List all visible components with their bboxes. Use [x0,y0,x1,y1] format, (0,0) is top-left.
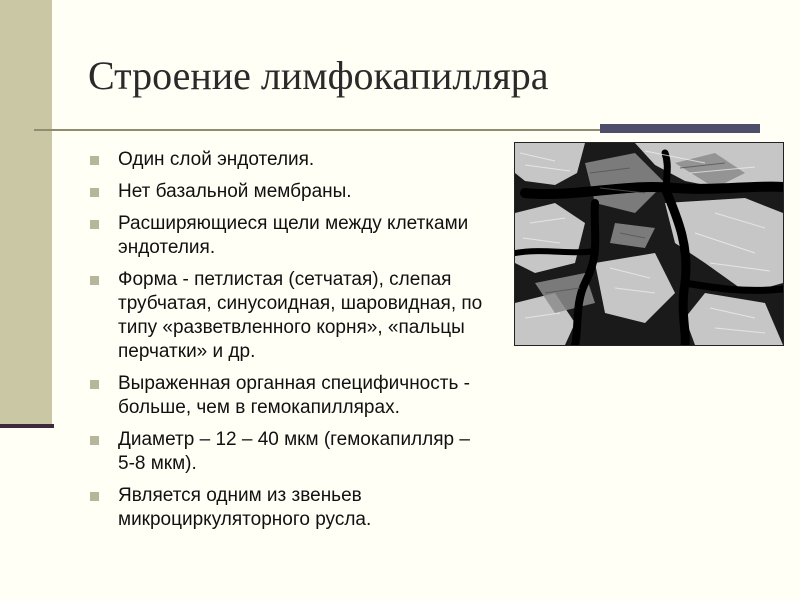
bullet-item [90,484,490,532]
left-band-edge [0,424,54,428]
bullet-square-icon [90,492,99,501]
bullet-text: Форма - петлистая (сетчатая), слепая трубчатая, синусоидная, шаровидная, по типу «разветвленного корня», «пальцы перчатки» и др. [118,269,483,362]
bullet-square-icon [90,276,99,285]
bullet-square-icon [90,380,99,389]
micrograph-illustration [515,143,783,345]
title-accent-bar [600,124,760,133]
left-decorative-band [0,0,52,428]
slide-title: Строение лимфокапилляра [88,53,549,98]
bullet-text: Один слой эндотелия. [118,149,315,170]
bullet-list [90,148,490,540]
bullet-item [90,428,490,476]
bullet-item [90,372,490,420]
bullet-text: Является одним из звеньев микроциркуляторного русла. [118,485,372,530]
bullet-square-icon [90,188,99,197]
bullet-text: Нет базальной мембраны. [118,181,352,202]
bullet-square-icon [90,156,99,165]
bullet-square-icon [90,436,99,445]
bullet-text: Диаметр – 12 – 40 мкм (гемокапилляр – 5-8 мкм). [118,429,470,474]
bullet-item [90,212,490,260]
bullet-square-icon [90,220,99,229]
bullet-text: Выраженная органная специфичность - больше, чем в гемокапиллярах. [118,373,470,418]
bullet-item [90,268,490,364]
micrograph-image [514,142,784,346]
bullet-item [90,180,490,204]
bullet-text: Расширяющиеся щели между клетками эндотелия. [118,213,469,258]
bullet-item [90,148,490,172]
